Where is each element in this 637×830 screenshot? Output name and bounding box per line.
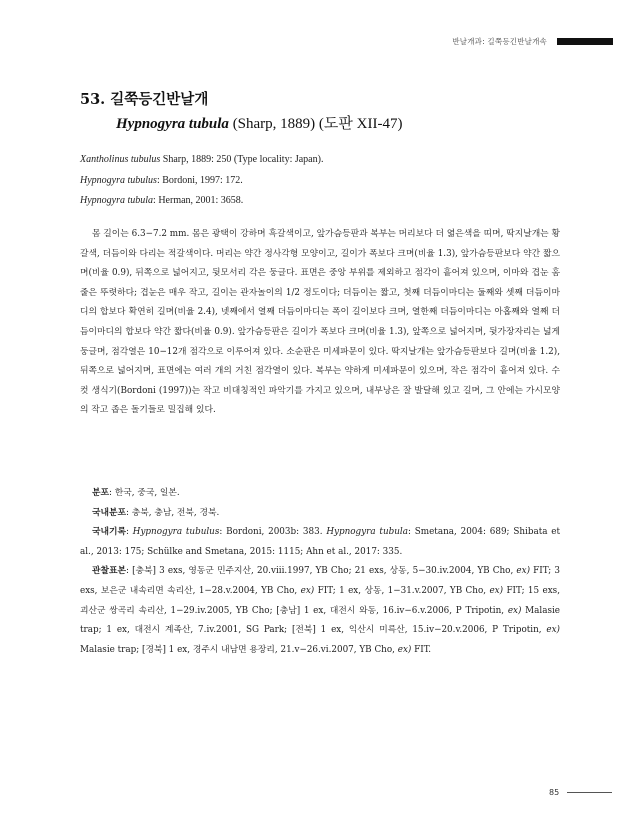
domestic-distribution-label: 국내분포 [92, 507, 126, 518]
notes-section [80, 484, 560, 660]
distribution [80, 484, 560, 504]
text-fragment: FIT; 1 ex, 상동, 1−31.v.2007, YB Cho, [314, 585, 490, 596]
domestic-distribution [80, 504, 560, 524]
synonym-reference: : Herman, 2001: 3658. [153, 195, 244, 206]
italic-fragment: ex) [397, 644, 412, 655]
text-fragment: Malasie trap; [경북] 1 ex, 경주시 내남면 용장리, 21.v−26.vi.2007, YB Cho, [80, 644, 398, 655]
description-paragraph: 몸 길이는 6.3−7.2 mm. 몸은 광택이 강하며 흑갈색이고, 앞가슴등판과 복부는 머리보다 더 엷은색을 띠며, 딱지날개는 황갈색, 더듬이와 다리는 적갈색이다. 머리는 약간 정사각형 모양이고, 길이가 폭보다 크며(비율 1.3), 앞가슴등판보다 약간 짧으며(비율 0.9), 뒤쪽으로 넓어지고, 뒷모서리 각은 둥글다. 표면은 중앙 부위를 제외하고 점각이 흩어져 있으며, 이마와 겹눈 홈줄은 뚜렷하다; 겹눈은 매우 작고, 길이는 관자놀이의 1/2 정도이다; 더듬이는 짧고, 첫째 더듬이마디는 둘째와 셋째 더듬이마디의 합보다 확연히 길며(비율 2.4), 넷째에서 열째 더듬이마디는 폭이 길이보다 크며, 열한째 더듬이마디는 아홉째와 열째 더듬이마디의 합보다 약간 짧다(비율 0.9). 앞가슴등판은 길이가 폭보다 크며(비율 1.3), 앞쪽으로 넓어지며, 뒷가장자리는 넓게 둥글며, 점각열은 10−12개 점각으로 이루어져 있다. 소순판은 미세파문이 있다. 딱지날개는 앞가슴등판보다 길며(비율 1.2), 뒤쪽으로 넓어지며, 표면에는 여러 개의 거친 점각열이 있다. 복부는 약하게 미세파문이 있으며, 작은 점각이 흩어져 있다. 수컷 생식기(Bordoni (1997))는 작고 비대칭적인 파악기를 가지고 있으며, 내부낭은 잘 발달해 있고 길며, 그 안에는 가시모양의 작고 좁은 돌기들로 밀집해 있다. [80, 229, 560, 416]
species-authority: (Sharp, 1889) (도판 XII-47) [228, 116, 403, 132]
synonym-name: Xantholinus tubulus [80, 154, 161, 165]
text-fragment: FIT; 3 exs, 보은군 내속리면 속리산, 1−28.v.2004, YB Cho, [80, 566, 560, 596]
footer-rule [567, 792, 612, 793]
domestic-records [80, 523, 560, 562]
domestic-records-label: 국내기록 [92, 527, 126, 538]
synonym-entry [80, 150, 560, 171]
italic-fragment: Hypnogyra tubula [326, 527, 408, 538]
distribution-text: : 한국, 중국, 일본. [109, 488, 180, 498]
italic-fragment: ex) [489, 585, 504, 596]
synonym-reference: Sharp, 1889: 250 (Type locality: Japan). [160, 154, 324, 165]
text-fragment: : [126, 527, 133, 538]
species-scientific-name: Hypnogyra tubula [116, 116, 229, 132]
synonym-entry [80, 171, 560, 192]
synonym-reference: : Bordoni, 1997: 172. [156, 174, 243, 186]
synonym-name: Hypnogyra tubula [80, 195, 154, 206]
domestic-distribution-text: : 충북, 충남, 전북, 경북. [126, 507, 220, 518]
examined-specimens-label: 관찰표본 [92, 566, 126, 577]
italic-fragment: ex) [546, 625, 560, 636]
synonym-entry [80, 191, 560, 212]
folio [549, 788, 612, 797]
distribution-label: 분포 [92, 488, 109, 498]
species-scientific-name-line [80, 112, 402, 133]
running-head-bar [557, 38, 613, 45]
examined-specimens [80, 562, 560, 660]
domestic-records-text [80, 527, 560, 557]
text-fragment: Malasie trap; 1 ex, 대전시 계족산, 7.iv.2001, SG Park; [전북] 1 ex, 익산시 미륵산, 15.iv−20.v.2006, P Tripotin, [80, 605, 560, 636]
species-number-title: 53. 길쭉등긴반날개 [80, 91, 209, 108]
italic-fragment: ex) [516, 566, 531, 577]
text-fragment: FIT. [411, 644, 432, 655]
text-fragment: : Bordoni, 2003b: 383. [219, 527, 327, 538]
page-number: 85 [549, 788, 560, 797]
italic-fragment: ex) [507, 605, 522, 616]
species-heading [80, 88, 402, 133]
italic-fragment: ex) [300, 585, 315, 596]
running-head-text: 반날개과: 길쭉등긴반날개속 [452, 36, 547, 46]
text-fragment: FIT; 15 exs, 괴산군 쌍곡리 속리산, 1−29.iv.2005, YB Cho; [충남] 1 ex, 대전시 와동, 16.iv−6.v.2006, P Tripotin, [80, 585, 560, 616]
examined-specimens-text [80, 566, 560, 654]
text-fragment: : Smetana, 2004: 689; Shibata et al., 2013: 175; Schülke and Smetana, 2015: 1115; Ahn et al., 2017: 335. [80, 527, 561, 557]
synonym-list [80, 150, 560, 212]
synonym-name: Hypnogyra tubulus [80, 174, 157, 186]
text-fragment: : [충북] 3 exs, 영동군 민주지산, 20.viii.1997, YB Cho; 21 exs, 상동, 5−30.iv.2004, YB Cho, [126, 566, 517, 577]
italic-fragment: Hypnogyra tubulus [132, 527, 220, 538]
running-head [452, 36, 613, 46]
